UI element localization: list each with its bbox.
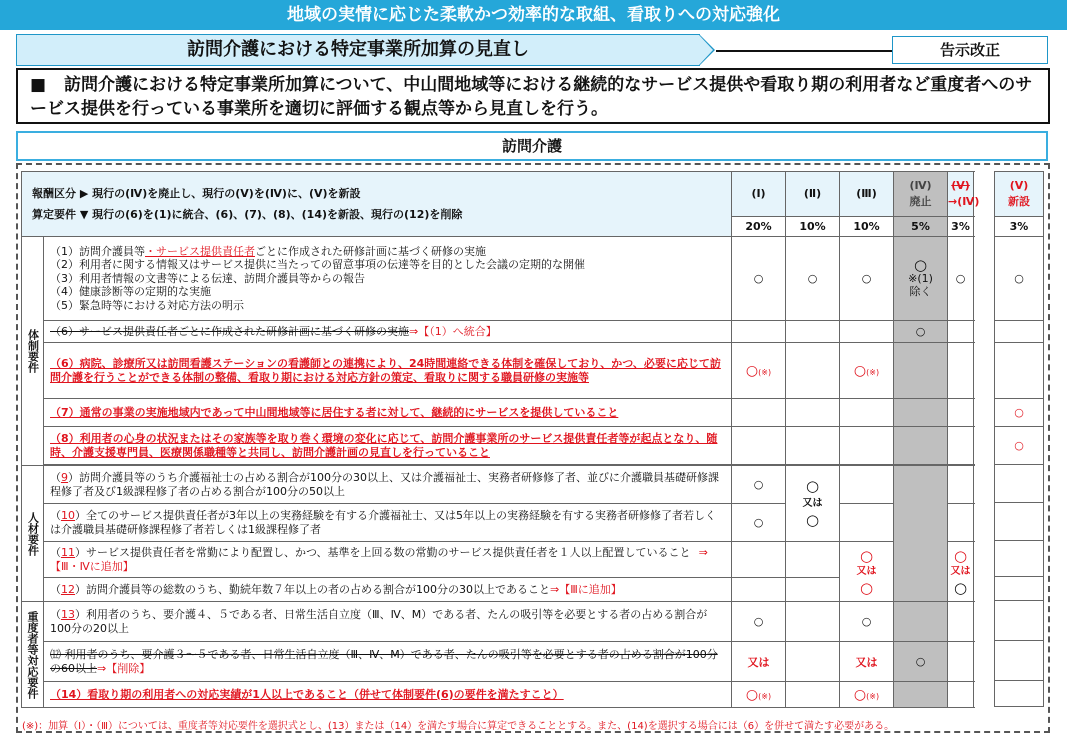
row-3-mark-1-circle: ○ <box>745 362 759 379</box>
row-2-text: （6）サービス提供責任者ごとに作成された研修計画に基づく研修の実施 <box>50 324 409 338</box>
row-10: （13）利用者のうち、要介護４、５である者、日常生活自立度（Ⅲ、Ⅳ、M）である者、たんの吸引等を必要とする者の占める割合が100分の20以上 <box>44 602 732 642</box>
row-6-7-or: 又は <box>802 498 823 509</box>
col-header-6 <box>995 172 1044 217</box>
row-1-line-1b: ・サービス提供責任者 <box>145 244 255 258</box>
summary-bullet: ■ <box>30 75 47 95</box>
row-1-line-3: （3）利用者情報の文書等による伝達、訪問介護員等からの報告 <box>50 271 365 285</box>
row-8-9-or-5: 又は <box>950 565 971 577</box>
row-7-mark-2-circle: ○ <box>805 511 820 529</box>
row-6-num: 9 <box>61 471 68 484</box>
row-6-7-mark-2 <box>786 466 840 542</box>
header-line1: 報酬区分 ▶ 現行の(Ⅳ)を廃止し、現行の(Ⅴ)を(Ⅳ)に、(Ⅴ)を新設 <box>32 187 361 200</box>
row-1-line-1a: （1）訪問介護員等 <box>50 244 145 258</box>
row-1-mark-4-note: ※(1)除く <box>908 272 933 298</box>
row-3-mark-3 <box>840 343 894 399</box>
col-header-2: (Ⅱ) <box>786 172 840 217</box>
col-header-4-sub: 廃止 <box>909 195 932 208</box>
row-1-mark-4-circle: ○ <box>913 256 928 274</box>
table-header <box>22 172 732 237</box>
title-arrow-fill <box>699 35 713 65</box>
category-jinzai: 人材要件 <box>22 466 44 602</box>
footnote: (※)：加算（Ⅰ）・（Ⅲ）については、重度者等対応要件を選択式とし、(13）または（14）を満たす場合に算定できることとする。また、(14)を選択する場合には（6）を併せて満たす必要がある。 <box>22 721 895 732</box>
row-1-mark-4 <box>894 237 948 321</box>
row-1-mark-5: ○ <box>948 237 974 321</box>
row-3-mark-3-circle: ○ <box>853 362 867 379</box>
row-4-text: （7）通常の事業の実施地域内であって中山間地域等に居住する者に対して、継続的にサービスを提供していること <box>50 405 619 419</box>
row-5-mark-6: ○ <box>995 427 1044 465</box>
new-column-table <box>994 171 1044 707</box>
row-8-9-or-3: 又は <box>856 565 877 577</box>
col-pct-1: 20% <box>732 217 786 237</box>
revision-badge: 告示改正 <box>892 36 1048 64</box>
category-taisei: 体制要件 <box>22 237 44 466</box>
col-pct-3: 10% <box>840 217 894 237</box>
row-12-mark-3 <box>840 682 894 708</box>
row-12 <box>44 682 732 708</box>
row-1-line-1c: ごとに作成された研修計画に基づく研修の実施 <box>255 244 486 258</box>
header-line2: 算定要件 ▼ 現行の(6)を(1)に統合、(6)、(7)、(8)、(14)を新設、現行の(12)を削除 <box>32 208 463 221</box>
row-12-text: （14）看取り期の利用者への対応実績が1人以上であること（併せて体制要件(6)の要件を満たすこと） <box>50 687 564 701</box>
row-11-or-3: 又は <box>840 642 894 682</box>
col-header-5-sub: →(Ⅳ) <box>948 195 980 208</box>
row-4 <box>44 399 732 427</box>
row-2-mark-4: ○ <box>894 321 948 343</box>
row-12-mark-1-circle: ○ <box>745 686 759 703</box>
row-1-line-5: （5）緊急時等における対応方法の明示 <box>50 298 244 312</box>
row-9-mark-3-circle: ○ <box>859 578 874 597</box>
category-jyudo: 重度者等対応要件 <box>22 602 44 708</box>
row-2 <box>44 321 732 343</box>
row-9: （12）訪問介護員等の総数のうち、勤続年数７年以上の者の占める割合が100分の30以上であること⇒【Ⅲに追加】 <box>44 578 732 602</box>
row-4-mark-6: ○ <box>995 399 1044 427</box>
row-11-mark-4: ○ <box>894 642 948 682</box>
row-1-line-4: （4）健康診断等の定期的な実施 <box>50 285 211 299</box>
row-5 <box>44 427 732 465</box>
col-header-6-sub: 新設 <box>1008 195 1030 208</box>
row-1-mark-6: ○ <box>995 237 1044 321</box>
row-9-num: 12 <box>61 582 75 596</box>
row-11-text: ⑿ 利用者のうち、要介護３～５である者、日常生活自立度（Ⅲ、Ⅳ、M）である者、たんの吸引等を必要とする者の占める割合が100分の60以上 <box>50 648 718 675</box>
row-7-num: 10 <box>61 509 75 522</box>
row-8-mark-3-circle: ○ <box>859 546 874 565</box>
row-7-text: ）全てのサービス提供責任者が3年以上の実務経験を有する介護福祉士、又は5年以上の実務経験を有する実務者研修修了者若しくは介護職員基礎研修課程修了者若しくは1級課程修了者 <box>50 509 716 536</box>
page-title: 訪問介護における特定事業所加算の見直し <box>16 34 700 66</box>
row-6: （9）訪問介護員等のうち介護福祉士の占める割合が100分の30以上、又は介護福祉士、実務者研修修了者、並びに介護職員基礎研修課程修了者及び1級課程修了者の占める割合が100分の50以上 <box>44 466 732 504</box>
row-9-mark-5-circle: ○ <box>953 578 968 597</box>
col-pct-6: 3% <box>995 217 1044 237</box>
section-title: 訪問介護 <box>16 131 1048 161</box>
row-11 <box>44 642 732 682</box>
col-header-6-label: (Ⅴ) <box>1009 179 1029 192</box>
row-8-9-mark-3 <box>840 542 894 602</box>
col-header-4-label: (Ⅳ) <box>909 179 932 192</box>
row-7-mark-1: ○ <box>732 504 786 542</box>
row-8-text: ）サービス提供責任者を常勤により配置し、かつ、基準を上回る数の常勤のサービス提供責任者を１人以上配置していること <box>75 546 691 559</box>
row-3 <box>44 343 732 399</box>
row-6-mark-2-circle: ○ <box>805 477 820 495</box>
row-12-mark-3-note: (※) <box>866 691 880 701</box>
row-1-mark-2: ○ <box>786 237 840 321</box>
row-7: （10）全てのサービス提供責任者が3年以上の実務経験を有する介護福祉士、又は5年以上の実務経験を有する実務者研修修了者若しくは介護職員基礎研修課程修了者若しくは1級課程修了者 <box>44 504 732 542</box>
row-1 <box>44 237 732 321</box>
row-8-9-mark-5 <box>948 542 974 602</box>
col-pct-2: 10% <box>786 217 840 237</box>
col-header-5-label: (Ⅴ) <box>951 179 970 192</box>
row-1-line-2: （2）利用者に関する情報又はサービス提供に当たっての留意事項の伝達等を目的とした会議の定期的な開催 <box>50 258 585 272</box>
title-divider <box>716 50 893 52</box>
summary-box <box>16 68 1050 124</box>
top-banner: 地域の実情に応じた柔軟かつ効率的な取組、看取りへの対応強化 <box>0 0 1067 30</box>
row-12-mark-1 <box>732 682 786 708</box>
row-8-note: ⇒【Ⅲ・Ⅳに追加】 <box>50 546 708 573</box>
col-pct-4: 5% <box>894 217 948 237</box>
row-10-mark-3: ○ <box>840 602 894 642</box>
row-8-mark-5-circle: ○ <box>953 546 968 565</box>
row-3-mark-1 <box>732 343 786 399</box>
row-3-text: （6）病院、診療所又は訪問看護ステーションの看護師との連携により、24時間連絡できる体制を確保しており、かつ、必要に応じて訪問介護を行うことができる体制の整備、看取り期における対応方針の策定、看取りに関する職員研修の実施等 <box>50 357 721 384</box>
row-9-text: ）訪問介護員等の総数のうち、勤続年数７年以上の者の占める割合が100分の30以上であること <box>75 582 550 596</box>
col-header-5 <box>948 172 980 217</box>
row-6-text: ）訪問介護員等のうち介護福祉士の占める割合が100分の30以上、又は介護福祉士、実務者研修修了者、並びに介護職員基礎研修課程修了者及び1級課程修了者の占める割合が100分の50以上 <box>50 471 719 498</box>
col-header-4 <box>894 172 948 217</box>
row-9-note: ⇒【Ⅲに追加】 <box>550 582 622 596</box>
row-12-mark-1-note: (※) <box>758 691 772 701</box>
row-1-mark-3: ○ <box>840 237 894 321</box>
row-10-num: 13 <box>61 608 75 621</box>
row-2-note: ⇒【（1）へ統合】 <box>409 324 497 338</box>
row-12-mark-3-circle: ○ <box>853 686 867 703</box>
col-pct-5: 3% <box>948 217 974 237</box>
row-11-note: ⇒【削除】 <box>97 661 151 675</box>
row-10-text: ）利用者のうち、要介護４、５である者、日常生活自立度（Ⅲ、Ⅳ、M）である者、たんの吸引等を必要とする者の占める割合が100分の20以上 <box>50 608 708 635</box>
col-header-3: (Ⅲ) <box>840 172 894 217</box>
row-3-mark-1-note: (※) <box>758 367 772 377</box>
row-5-text: （8）利用者の心身の状況またはその家族等を取り巻く環境の変化に応じて、訪問介護事業所のサービス提供責任者等が起点となり、随時、介護支援専門員、医療関係職種等と共同し、訪問介護計画の見直しを行っていること <box>50 432 718 459</box>
row-8-num: 11 <box>61 546 75 559</box>
row-8: （11）サービス提供責任者を常勤により配置し、かつ、基準を上回る数の常勤のサービス提供責任者を１人以上配置していること ⇒【Ⅲ・Ⅳに追加】 <box>44 542 732 578</box>
row-6-mark-1: ○ <box>732 466 786 504</box>
requirements-table <box>21 171 980 708</box>
row-1-mark-1: ○ <box>732 237 786 321</box>
row-11-or-1: 又は <box>732 642 786 682</box>
col-header-1: (Ⅰ) <box>732 172 786 217</box>
summary-text: 訪問介護における特定事業所加算について、中山間地域等における継続的なサービス提供や看取り期の利用者など重度者へのサービス提供を行っている事業所を適切に評価する観点等から見直しを行う。 <box>30 75 1033 119</box>
row-10-mark-1: ○ <box>732 602 786 642</box>
row-3-mark-3-note: (※) <box>866 367 880 377</box>
